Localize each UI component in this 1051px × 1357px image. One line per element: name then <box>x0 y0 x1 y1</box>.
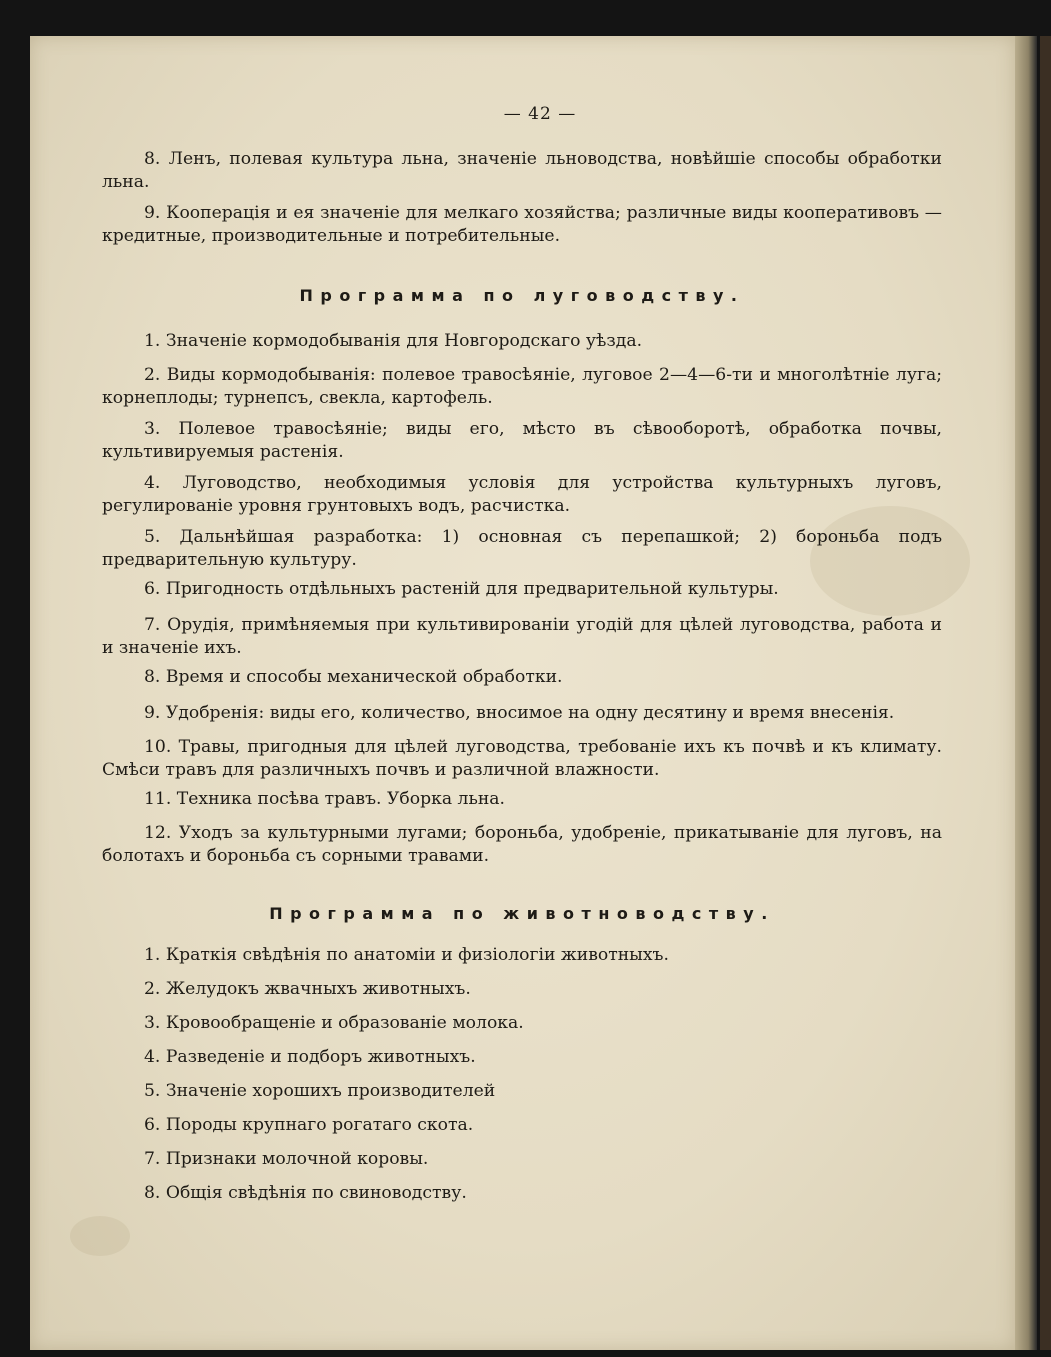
livestock-item-4: 4. Разведенiе и подборъ животныхъ. <box>144 1047 476 1067</box>
binding-edge <box>1040 36 1051 1350</box>
livestock-item-8: 8. Общiя свѣдѣнiя по свиноводству. <box>144 1183 467 1203</box>
meadow-item-2: 2. Виды кормодобыванiя: полевое травосѣянiе, луговое 2—4—6-ти и многолѣтнiе луга; корнеплоды; турнепсъ, свекла, картофель. <box>102 365 942 408</box>
paper-stain <box>70 1216 130 1256</box>
intro-item-8: 8. Ленъ, полевая культура льна, значенiе льноводства, новѣйшiе способы обработки льна. <box>102 149 942 192</box>
meadow-item-4: 4. Луговодство, необходимыя условiя для устройства культурныхъ луговъ, регулированiе уровня грунтовыхъ водъ, расчистка. <box>102 473 942 516</box>
livestock-item-2: 2. Желудокъ жвачныхъ животныхъ. <box>144 979 471 999</box>
livestock-item-7: 7. Признаки молочной коровы. <box>144 1149 429 1169</box>
intro-item-9: 9. Кооперацiя и ея значенiе для мелкаго хозяйства; различные виды кооперативовъ —кредитные, производительные и потребительные. <box>102 203 942 246</box>
section-heading-meadow: Программа по луговодству. <box>299 286 745 305</box>
meadow-item-1: 1. Значенiе кормодобыванiя для Новгородскаго уѣзда. <box>144 331 643 351</box>
livestock-item-1: 1. Краткiя свѣдѣнiя по анатомiи и физiологiи животныхъ. <box>144 945 669 965</box>
meadow-item-6: 6. Пригодность отдѣльныхъ растенiй для предварительной культуры. <box>144 579 779 599</box>
livestock-item-3: 3. Кровообращенiе и образованiе молока. <box>144 1013 524 1033</box>
meadow-item-9: 9. Удобренiя: виды его, количество, вносимое на одну десятину и время внесенiя. <box>144 703 895 723</box>
livestock-item-5: 5. Значенiе хорошихъ производителей <box>144 1081 496 1101</box>
meadow-item-8: 8. Время и способы механической обработки. <box>144 667 563 687</box>
meadow-item-5: 5. Дальнѣйшая разработка: 1) основная съ перепашкой; 2) бороньба подъ предварительную культуру. <box>102 527 942 570</box>
meadow-item-7: 7. Орудiя, примѣняемыя при культивированiи угодiй для цѣлей луговодства, работа и и значенiе ихъ. <box>102 615 942 658</box>
livestock-item-6: 6. Породы крупнаго рогатаго скота. <box>144 1115 474 1135</box>
meadow-item-11: 11. Техника посѣва травъ. Уборка льна. <box>144 789 505 809</box>
page-edge <box>1015 36 1037 1350</box>
meadow-item-10: 10. Травы, пригодныя для цѣлей луговодства, требованiе ихъ къ почвѣ и къ климату. Смѣси травъ для различныхъ почвъ и различной влажности. <box>102 737 942 780</box>
meadow-item-12: 12. Уходъ за культурными лугами; бороньба, удобренiе, прикатыванiе для луговъ, на болотахъ и бороньба съ сорными травами. <box>102 823 942 866</box>
meadow-item-3: 3. Полевое травосѣянiе; виды его, мѣсто въ сѣвооборотѣ, обработка почвы, культивируемыя растенiя. <box>102 419 942 462</box>
page-number: — 42 — <box>503 104 577 124</box>
section-heading-livestock: Программа по животноводству. <box>269 904 775 923</box>
